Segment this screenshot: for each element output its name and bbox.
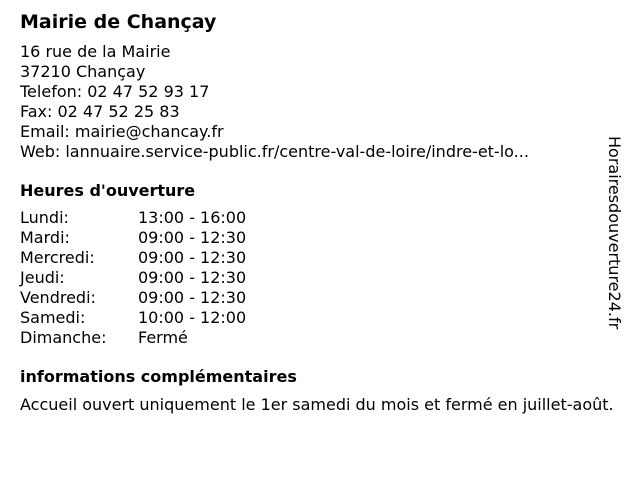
time-range: 09:00 - 12:30 <box>138 248 247 267</box>
opening-hours-heading: Heures d'ouverture <box>20 181 196 200</box>
time-range: 13:00 - 16:00 <box>138 208 247 227</box>
hours-row-sunday <box>20 328 610 348</box>
city-postcode: 37210 Chançay <box>20 62 146 81</box>
hours-row-friday <box>20 288 610 308</box>
time-range: Fermé <box>138 328 188 347</box>
time-range: 10:00 - 12:00 <box>138 308 247 327</box>
opening-hours-table <box>20 208 610 348</box>
day-label: Vendredi: <box>20 288 96 307</box>
page-title: Mairie de Chançay <box>20 11 217 33</box>
hours-row-monday <box>20 208 610 228</box>
business-card <box>20 8 614 416</box>
day-label: Mardi: <box>20 228 70 247</box>
day-label: Samedi: <box>20 308 86 327</box>
day-label: Jeudi: <box>20 268 65 287</box>
additional-info-heading: informations complémentaires <box>20 367 297 386</box>
email-address: Email: mairie@chancay.fr <box>20 122 224 141</box>
site-brand-watermark: Horairesdouverture24.fr <box>605 136 624 330</box>
fax-number: Fax: 02 47 52 25 83 <box>20 102 180 121</box>
time-range: 09:00 - 12:30 <box>138 228 247 247</box>
hours-row-wednesday <box>20 248 610 268</box>
hours-row-tuesday <box>20 228 610 248</box>
additional-info-text: Accueil ouvert uniquement le 1er samedi du mois et fermé en juillet-août. <box>20 395 614 414</box>
website-url: Web: lannuaire.service-public.fr/centre-val-de-loire/indre-et-lo... <box>20 142 529 161</box>
phone-number: Telefon: 02 47 52 93 17 <box>20 82 210 101</box>
hours-row-saturday <box>20 308 610 328</box>
day-label: Mercredi: <box>20 248 95 267</box>
day-label: Lundi: <box>20 208 69 227</box>
address-block <box>20 42 610 162</box>
time-range: 09:00 - 12:30 <box>138 268 247 287</box>
street-address: 16 rue de la Mairie <box>20 42 171 61</box>
time-range: 09:00 - 12:30 <box>138 288 247 307</box>
day-label: Dimanche: <box>20 328 107 347</box>
hours-row-thursday <box>20 268 610 288</box>
